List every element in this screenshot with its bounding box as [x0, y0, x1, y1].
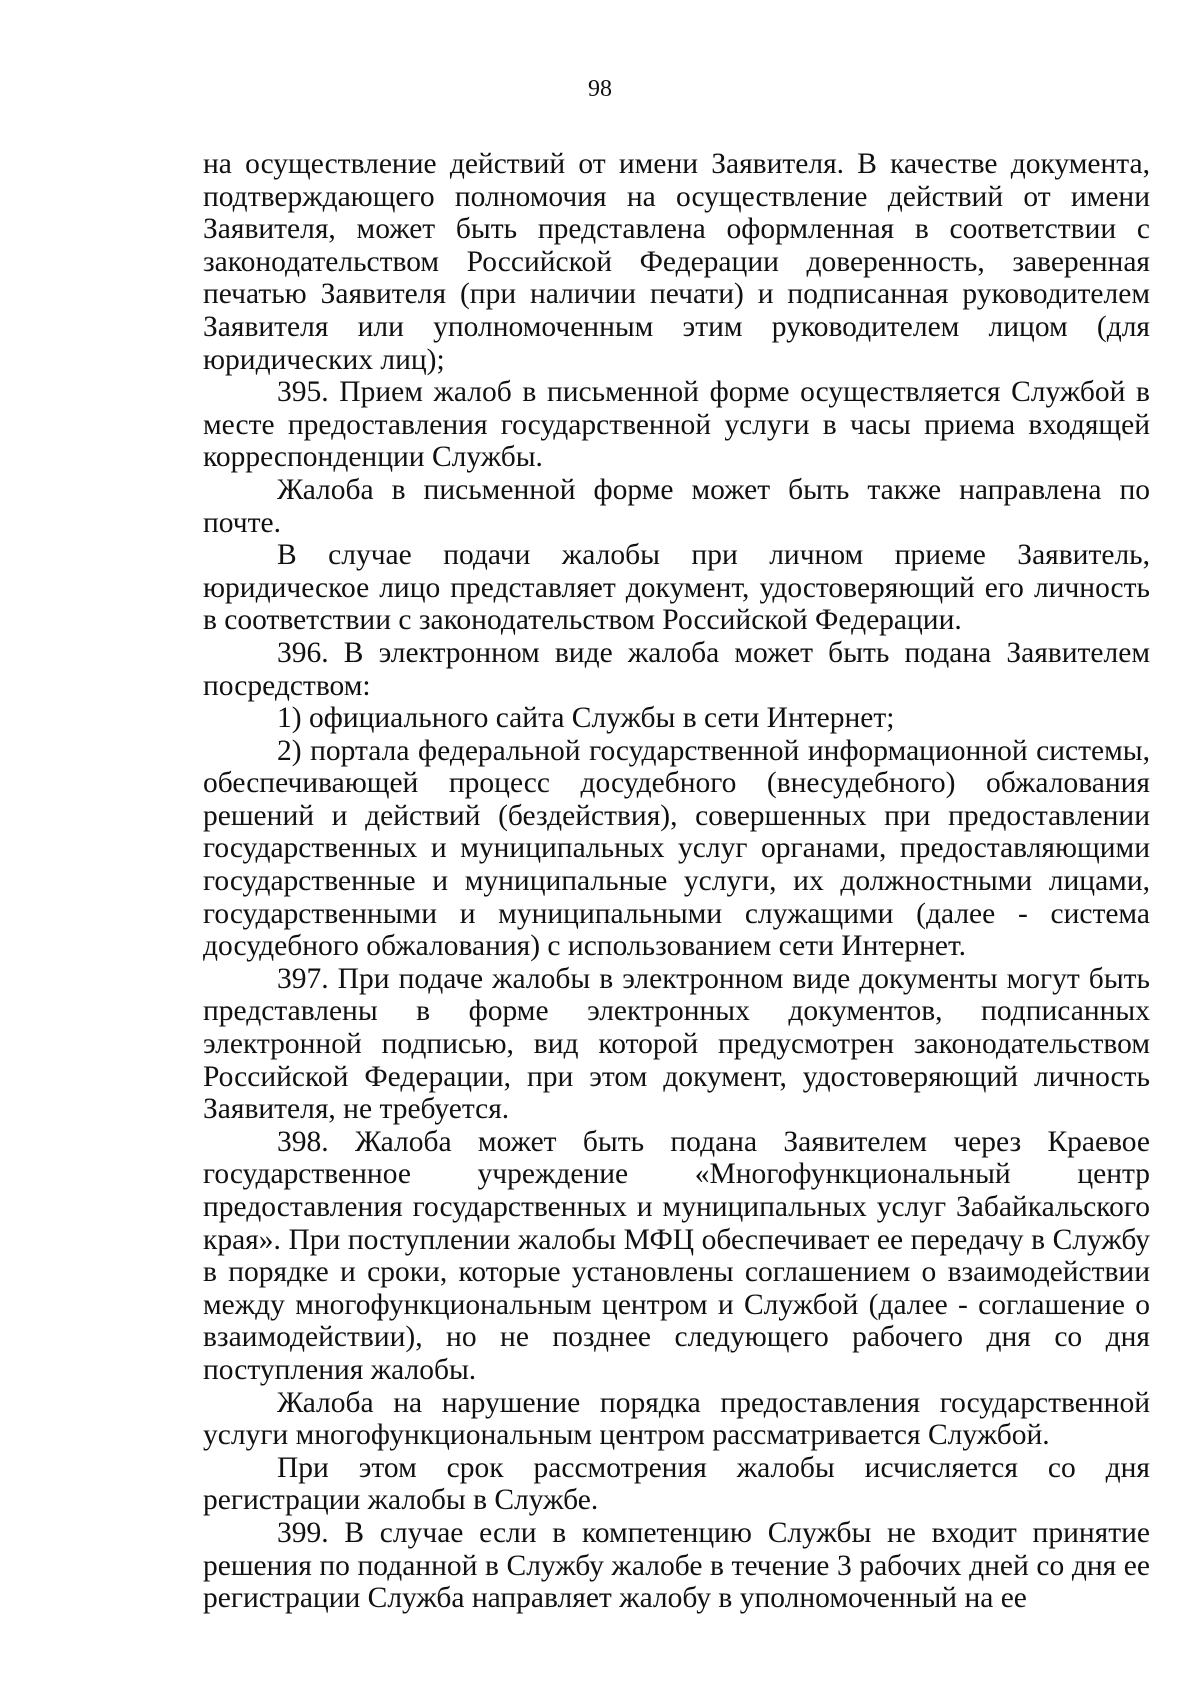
- paragraph: При этом срок рассмотрения жалобы исчисляется со дня регистрации жалобы в Службе.: [203, 1451, 1150, 1517]
- paragraph: Жалоба на нарушение порядка предоставления государственной услуги многофункциональным центром рассматривается Службой.: [203, 1386, 1150, 1452]
- paragraph: 397. При подаче жалобы в электронном виде документы могут быть представлены в форме электронных документов, подписанных электронной подписью, вид которой предусмотрен законодательством Российской Федерации, при этом документ, удостоверяющий личность Заявителя, не требуется.: [203, 962, 1150, 1126]
- paragraph: на осуществление действий от имени Заявителя. В качестве документа, подтверждающего полномочия на осуществление действий от имени Заявителя, может быть представлена оформленная в соответствии с законодательством Российской Федерации доверенность, заверенная печатью Заявителя (при наличии печати) и подписанная руководителем Заявителя или уполномоченным этим руководителем лицом (для юридических лиц);: [203, 148, 1150, 376]
- paragraph: Жалоба в письменной форме может быть также направлена по почте.: [203, 473, 1150, 539]
- list-item: 1) официального сайта Службы в сети Интернет;: [277, 702, 895, 735]
- page-number: 98: [588, 76, 612, 102]
- paragraph: 399. В случае если в компетенцию Службы не входит принятие решения по поданной в Службу жалобе в течение 3 рабочих дней со дня ее регистрации Служба направляет жалобу в уполномоченный на ее: [203, 1516, 1150, 1615]
- paragraph: В случае подачи жалобы при личном приеме Заявитель, юридическое лицо представляет документ, удостоверяющий его личность в соответствии с законодательством Российской Федерации.: [203, 539, 1150, 637]
- paragraph: 396. В электронном виде жалоба может быть подана Заявителем посредством:: [203, 636, 1150, 702]
- list-item: 2) портала федеральной государственной информационной системы, обеспечивающей процесс досудебного (внесудебного) обжалования решений и действий (бездействия), совершенных при предоставлении государственных и муниципальных услуг органами, предоставляющими государственные и муниципальные услуги, их должностными лицами, государственными и муниципальными служащими (далее - система досудебного обжалования) с использованием сети Интернет.: [203, 734, 1150, 963]
- paragraph: 395. Прием жалоб в письменной форме осуществляется Службой в месте предоставления государственной услуги в часы приема входящей корреспонденции Службы.: [203, 376, 1150, 474]
- document-body: [203, 148, 1150, 1615]
- paragraph: 398. Жалоба может быть подана Заявителем через Краевое государственное учреждение «Многофункциональный центр предоставления государственных и муниципальных услуг Забайкальского края». При поступлении жалобы МФЦ обеспечивает ее передачу в Службу в порядке и сроки, которые установлены соглашением о взаимодействии между многофункциональным центром и Службой (далее - соглашение о взаимодействии), но не позднее следующего рабочего дня со дня поступления жалобы.: [203, 1125, 1150, 1386]
